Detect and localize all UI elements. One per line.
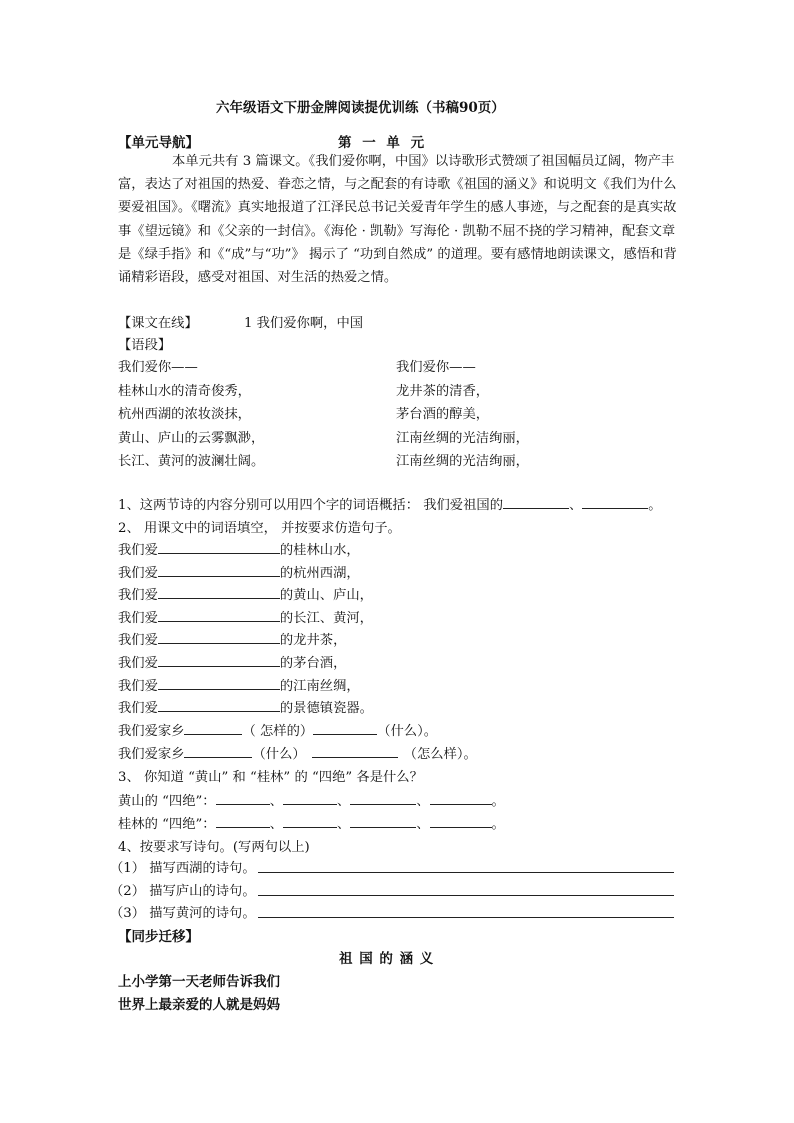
- unit-intro: [118, 150, 680, 289]
- answer-blank[interactable]: [158, 675, 280, 690]
- hint-text: （ 怎样的）: [242, 724, 314, 739]
- fill-suffix: 的桂林山水，: [279, 543, 360, 558]
- answer-blank[interactable]: [350, 790, 416, 805]
- poem-line: 江南丝绸的光洁绚丽，: [396, 454, 529, 469]
- separator: 、: [336, 794, 351, 809]
- poem2-line: 世界上最亲爱的人就是妈妈: [118, 997, 280, 1013]
- fill-prefix: 我们爱: [118, 588, 158, 604]
- poem-line: 茅台酒的醇美，: [396, 407, 490, 422]
- answer-line[interactable]: [258, 872, 674, 873]
- fill-suffix: 的江南丝绸，: [279, 678, 360, 694]
- fill-row: [118, 697, 373, 716]
- answer-blank[interactable]: [158, 539, 280, 554]
- answer-blank[interactable]: [313, 720, 377, 735]
- fill-prefix: 我们爱: [118, 633, 158, 649]
- fill-prefix: 我们爱: [118, 565, 158, 581]
- answer-blank[interactable]: [184, 743, 252, 758]
- question-end: 。: [491, 794, 505, 809]
- fill-row: [118, 607, 373, 626]
- answer-blank[interactable]: [216, 790, 270, 805]
- fill-prefix: 我们爱: [118, 678, 158, 694]
- fill-prefix: 我们爱: [118, 656, 158, 671]
- hometown-line-2: [118, 743, 477, 762]
- answer-blank[interactable]: [158, 697, 280, 712]
- document-title: 六年级语文下册金牌阅读提优训练（书稿90页）: [216, 100, 505, 116]
- separator: 、: [269, 794, 283, 809]
- poem-question-item: （1） 描写西湖的诗句。: [110, 861, 256, 876]
- separator: 、: [569, 498, 583, 513]
- answer-blank[interactable]: [350, 813, 416, 828]
- fill-suffix: 的长江、黄河，: [279, 610, 373, 626]
- question-1-text: 1、这两节诗的内容分别可以用四个字的词语概括： 我们爱祖国的: [118, 498, 503, 513]
- answer-line[interactable]: [258, 895, 674, 896]
- poem-line: 桂林山水的清奇俊秀，: [118, 383, 251, 399]
- question-3-text: 3、 你知道 “黄山” 和 “桂林” 的 “四绝” 各是什么？: [118, 770, 423, 785]
- poem-line: 龙井茶的清香，: [396, 383, 490, 399]
- fill-suffix: 的景德镇瓷器。: [279, 701, 373, 717]
- fill-row: [118, 584, 373, 603]
- online-label: 【课文在线】: [118, 316, 198, 331]
- hint-text: （什么）。: [377, 724, 438, 739]
- unit-title: 第 一 单 元: [338, 135, 428, 151]
- unit-nav-label: 【单元导航】: [118, 135, 199, 151]
- answer-blank[interactable]: [184, 720, 242, 735]
- passage-label: 【语段】: [118, 338, 172, 353]
- hometown-prefix: 我们爱家乡: [118, 747, 185, 762]
- fill-prefix: 我们爱: [118, 610, 158, 626]
- question-4-text: 4、按要求写诗句。(写两句以上): [118, 840, 310, 855]
- answer-blank[interactable]: [312, 743, 398, 758]
- answer-blank[interactable]: [430, 813, 492, 828]
- poem-question-item: （2） 描写庐山的诗句。: [110, 883, 256, 899]
- hometown-prefix: 我们爱家乡: [118, 724, 185, 739]
- poem-line: 江南丝绸的光洁绚丽，: [396, 430, 529, 446]
- hometown-line-1: [118, 720, 437, 739]
- question-2-text: 2、 用课文中的词语填空， 并按要求仿造句子。: [118, 521, 401, 536]
- guilin-line: [118, 813, 505, 832]
- fill-suffix: 的杭州西湖，: [279, 565, 360, 581]
- answer-blank[interactable]: [158, 652, 280, 667]
- fill-suffix: 的茅台酒，: [279, 656, 347, 671]
- fill-suffix: 的黄山、庐山，: [279, 588, 373, 604]
- hint-text: （怎么样）。: [403, 747, 477, 762]
- separator: 、: [416, 794, 430, 809]
- poem-line: 长江、黄河的波澜壮阔。: [118, 454, 265, 469]
- guilin-label: 桂林的 “四绝”：: [118, 817, 216, 832]
- answer-blank[interactable]: [430, 790, 492, 805]
- poem-line: 黄山、庐山的云雾飘渺，: [118, 430, 265, 446]
- poem2-title: 祖 国 的 涵 义: [339, 951, 435, 967]
- answer-blank[interactable]: [158, 584, 280, 599]
- fill-row: [118, 539, 360, 558]
- separator: 、: [269, 817, 283, 832]
- answer-blank[interactable]: [158, 562, 280, 577]
- question-1: [118, 494, 662, 513]
- fill-row: [118, 629, 346, 648]
- separator: 、: [336, 817, 351, 832]
- unit-intro-text: 本单元共有 3 篇课文。《我们爱你啊，中国》以诗歌形式赞颂了祖国幅员辽阔，物产丰富，表达了对祖国的热爱、眷恋之情，与之配套的有诗歌《祖国的涵义》和说明文《我们为什么要爱祖国》。《曙流》真实地报道了江泽民总书记关爱青年学生的感人事迹，与之配套的是真实故事《望远镜》和《父亲的一封信》。《海伦 · 凯勒》写海伦 · 凯勒不屈不挠的学习精神，配套文章是《绿手指》和《“成”与“功”》 揭示了 “功到自然成” 的道理。要有感情地朗读课文，感悟和背诵精彩语段，感受对祖国、对生活的热爱之情。: [118, 154, 677, 286]
- huangshan-line: [118, 790, 505, 809]
- fill-row: [118, 562, 360, 581]
- answer-blank[interactable]: [158, 607, 280, 622]
- question-end: 。: [491, 817, 505, 832]
- answer-line[interactable]: [258, 917, 674, 918]
- poem2-line: 上小学第一天老师告诉我们: [118, 974, 280, 990]
- hint-text: （什么）: [252, 747, 306, 762]
- answer-blank[interactable]: [216, 813, 270, 828]
- huangshan-label: 黄山的 “四绝”：: [118, 794, 216, 809]
- separator: 、: [416, 817, 430, 832]
- lesson-title: 1 我们爱你啊，中国: [244, 316, 364, 331]
- answer-blank[interactable]: [582, 494, 648, 509]
- poem-line: 杭州西湖的浓妆淡抹，: [118, 407, 251, 422]
- answer-blank[interactable]: [158, 629, 280, 644]
- poem-line: 我们爱你——: [118, 360, 198, 375]
- fill-suffix: 的龙井茶，: [279, 633, 347, 649]
- question-end: 。: [648, 498, 662, 513]
- answer-blank[interactable]: [283, 813, 337, 828]
- fill-row: [118, 652, 346, 671]
- answer-blank[interactable]: [283, 790, 337, 805]
- poem-question-item: （3） 描写黄河的诗句。: [110, 906, 256, 922]
- fill-row: [118, 675, 360, 694]
- fill-prefix: 我们爱: [118, 701, 158, 717]
- fill-prefix: 我们爱: [118, 543, 158, 558]
- poem-line: 我们爱你——: [396, 360, 476, 375]
- sync-label: 【同步迁移】: [118, 929, 199, 945]
- answer-blank[interactable]: [503, 494, 569, 509]
